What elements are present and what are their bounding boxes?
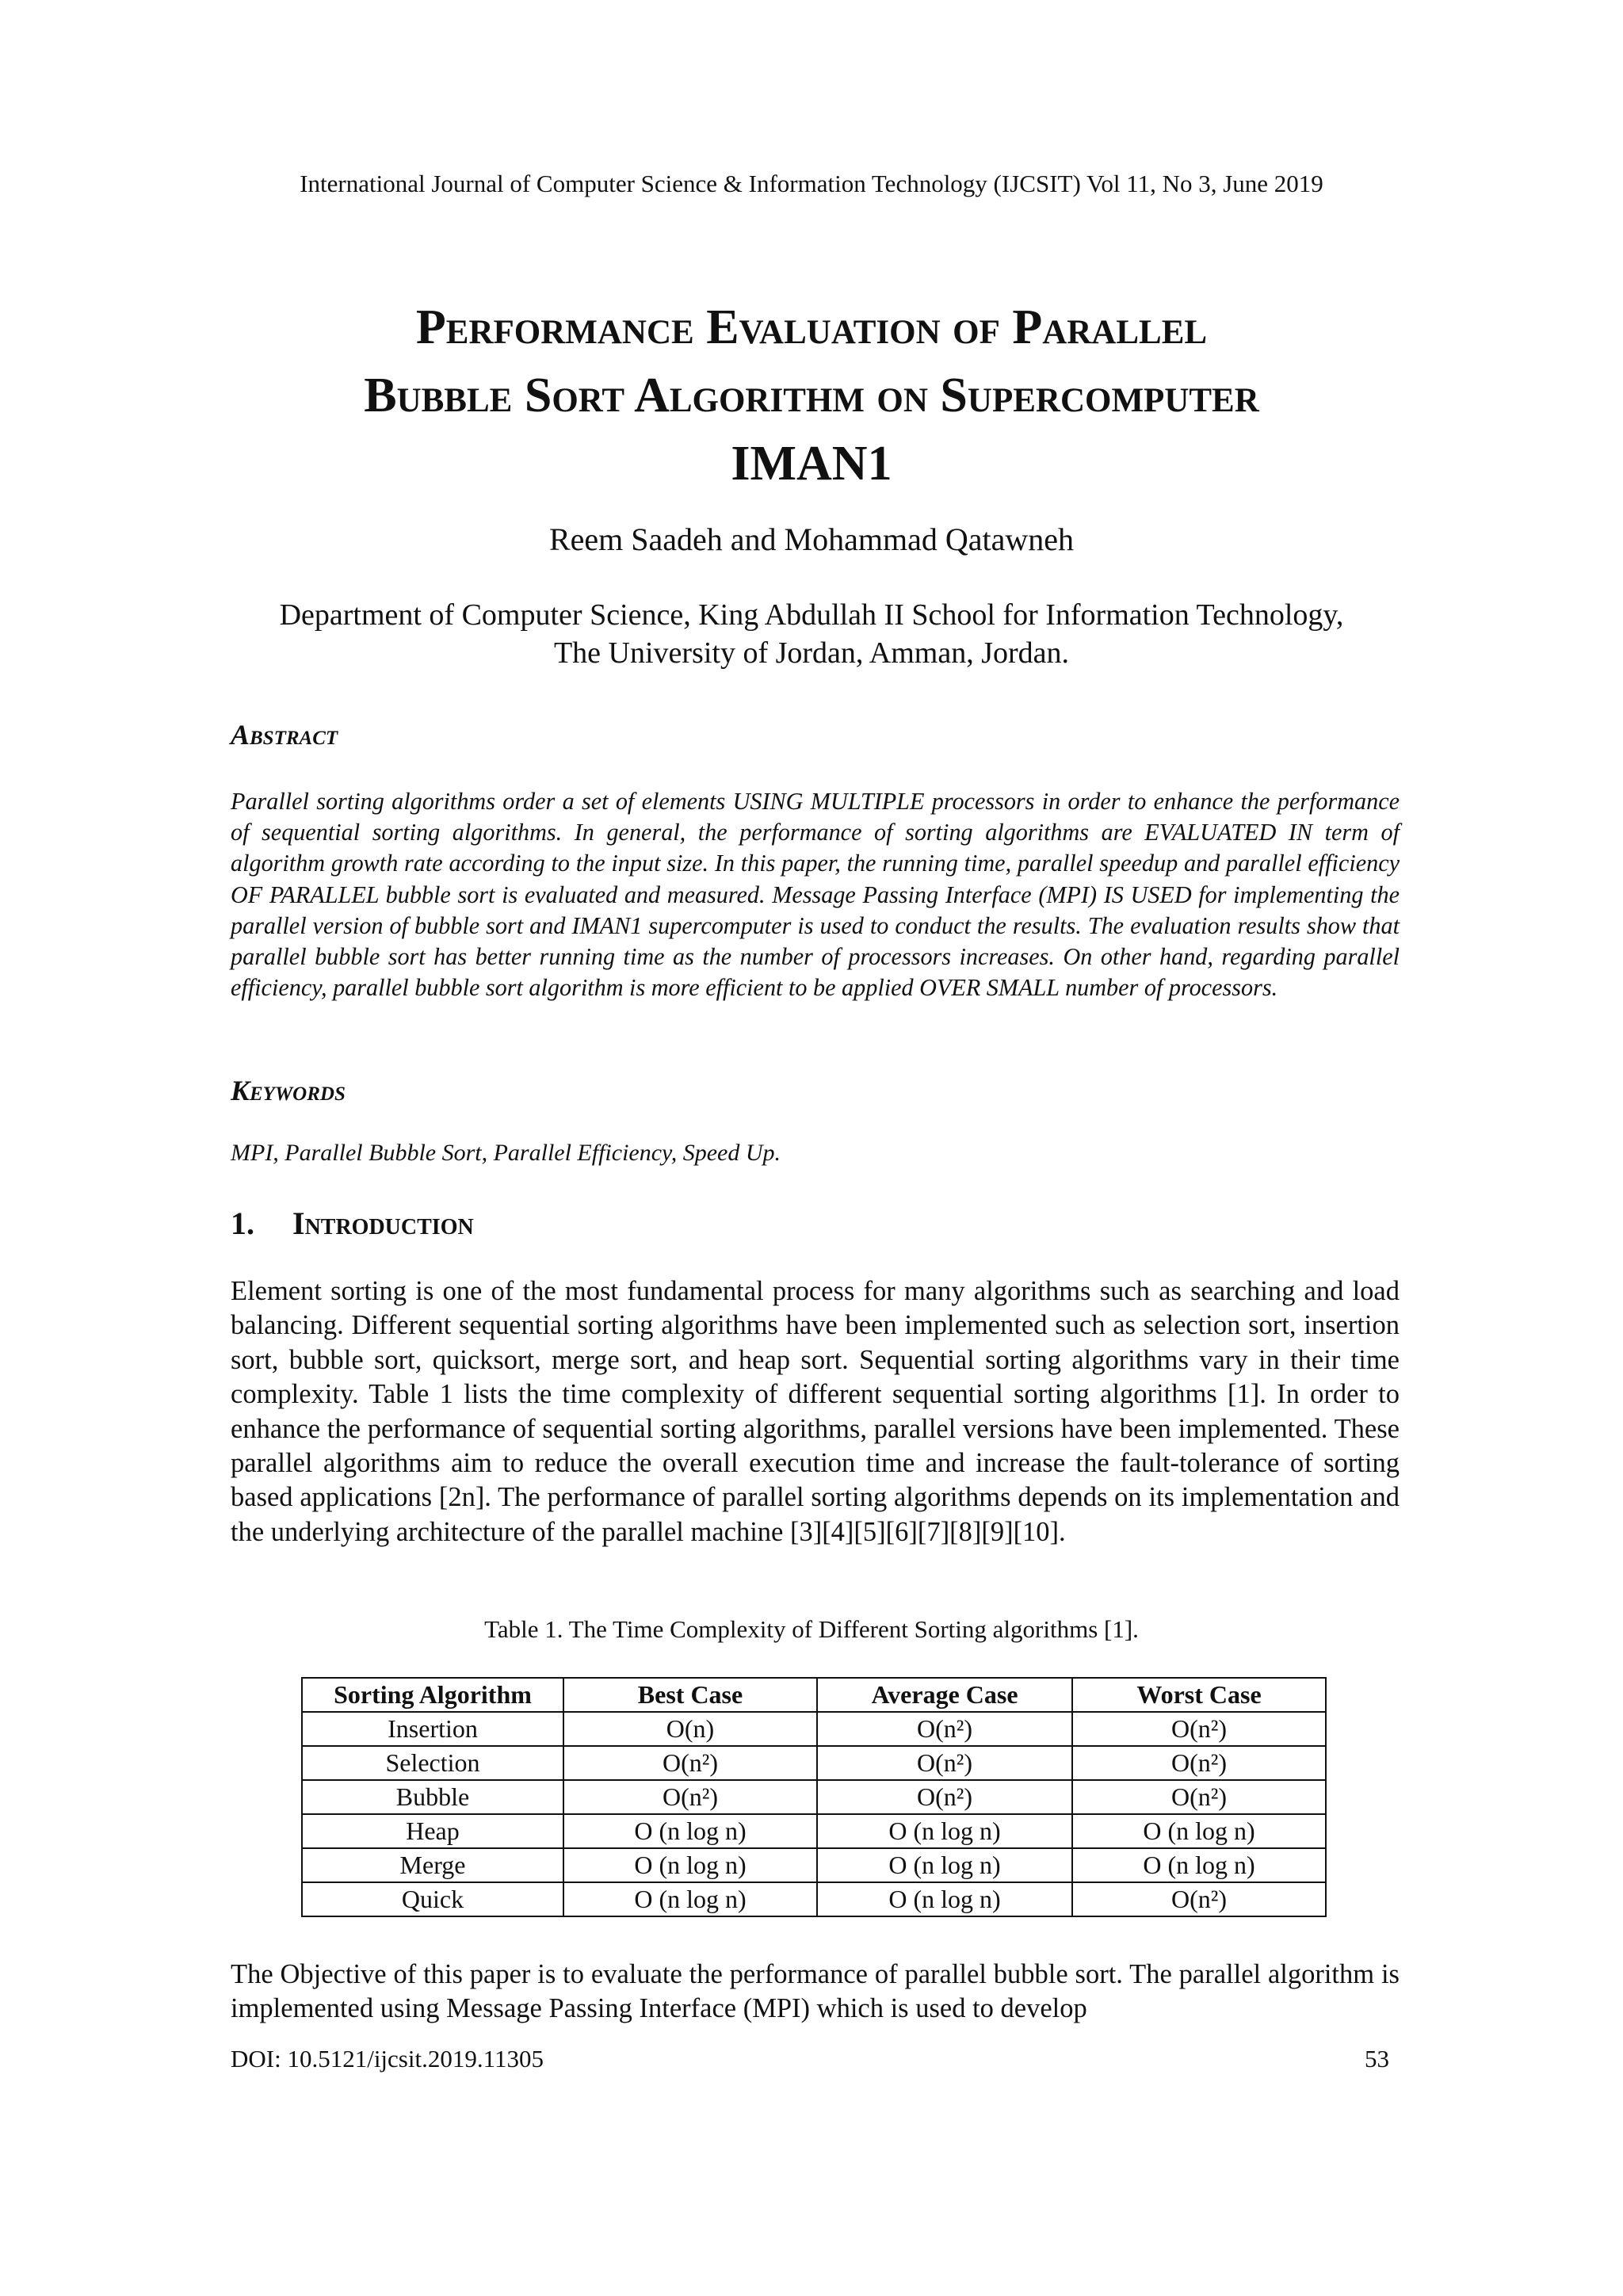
affiliation-line: Department of Computer Science, King Abdullah II School for Information Technology, bbox=[279, 598, 1344, 632]
table-row bbox=[302, 1848, 1326, 1882]
table-cell: O (n log n) bbox=[563, 1848, 817, 1882]
table-cell: O(n²) bbox=[817, 1712, 1072, 1746]
table-cell: O(n²) bbox=[1072, 1780, 1326, 1814]
title-line: Performance Evaluation of Parallel bbox=[415, 300, 1208, 354]
table-header-row bbox=[302, 1678, 1326, 1712]
table-cell: O(n²) bbox=[1072, 1882, 1326, 1916]
authors: Reem Saadeh and Mohammad Qatawneh bbox=[548, 521, 1074, 557]
abstract-text: Parallel sorting algorithms order a set of elements USING MULTIPLE processors in order to enhance the performance of sequential sorting algorithms. In general, the performance of sorting algorithms are EVALUATED IN term of algorithm growth rate according to the input size. In this paper, the running time, parallel speedup and parallel efficiency OF PARALLEL bubble sort is evaluated and measured. Message Passing Interface (MPI) IS USED for implementing the parallel version of bubble sort and IMAN1 supercomputer is used to conduct the results. The evaluation results show that parallel bubble sort has better running time as the number of processors increases. On other hand, regarding parallel efficiency, parallel bubble sort algorithm is more efficient to be applied OVER SMALL number of processors. bbox=[231, 788, 1400, 1002]
table-cell: Merge bbox=[302, 1848, 563, 1882]
table-cell: O(n²) bbox=[817, 1780, 1072, 1814]
abstract-heading: Abstract bbox=[231, 719, 338, 751]
section-heading-introduction bbox=[231, 1205, 474, 1242]
table-cell: O(n) bbox=[563, 1712, 817, 1746]
affiliation bbox=[198, 596, 1425, 672]
table-cell: O(n²) bbox=[817, 1746, 1072, 1780]
table-cell: Insertion bbox=[302, 1712, 563, 1746]
title-line: IMAN1 bbox=[731, 437, 892, 491]
intro-paragraph: Element sorting is one of the most fundamental process for many algorithms such as searching and load balancing. Different sequential sorting algorithms have been implemented such as selection sort, insertion sort, bubble sort, quicksort, merge sort, and heap sort. Sequential sorting algorithms vary in their time complexity. Table 1 lists the time complexity of different sequential sorting algorithms [1]. In order to enhance the performance of sequential sorting algorithms, parallel versions have been implemented. These parallel algorithms aim to reduce the overall execution time and increase the fault-tolerance of sorting based applications [2n]. The performance of parallel sorting algorithms depends on its implementation and the underlying architecture of the parallel machine [3][4][5][6][7][8][9][10]. bbox=[231, 1276, 1400, 1547]
complexity-table bbox=[301, 1677, 1327, 1917]
keywords-text: MPI, Parallel Bubble Sort, Parallel Efficiency, Speed Up. bbox=[231, 1140, 781, 1166]
objective-paragraph: The Objective of this paper is to evaluate the performance of parallel bubble sort. The parallel algorithm is implemented using Message Passing Interface (MPI) which is used to develop bbox=[231, 1959, 1400, 2024]
header-cell: Worst Case bbox=[1072, 1678, 1326, 1712]
table-cell: O (n log n) bbox=[817, 1882, 1072, 1916]
table-row bbox=[302, 1746, 1326, 1780]
header-cell: Average Case bbox=[817, 1678, 1072, 1712]
footer-doi: DOI: 10.5121/ijcsit.2019.11305 bbox=[231, 2045, 544, 2073]
table-cell: O(n²) bbox=[1072, 1712, 1326, 1746]
affiliation-line: The University of Jordan, Amman, Jordan. bbox=[553, 636, 1070, 670]
table-row bbox=[302, 1780, 1326, 1814]
table-caption: Table 1. The Time Complexity of Different Sorting algorithms [1]. bbox=[484, 1615, 1139, 1643]
table-cell: O (n log n) bbox=[563, 1814, 817, 1848]
title-line: Bubble Sort Algorithm on Supercomputer bbox=[364, 369, 1259, 422]
table-cell: O (n log n) bbox=[1072, 1848, 1326, 1882]
table-cell: O (n log n) bbox=[817, 1814, 1072, 1848]
running-head: International Journal of Computer Science & Information Technology (IJCSIT) Vol 11, No 3, June 2019 bbox=[300, 170, 1323, 197]
table-cell: Selection bbox=[302, 1746, 563, 1780]
section-title: Introduction bbox=[292, 1205, 474, 1241]
table-row bbox=[302, 1882, 1326, 1916]
table-cell: O (n log n) bbox=[563, 1882, 817, 1916]
table-cell: Bubble bbox=[302, 1780, 563, 1814]
page-number: 53 bbox=[1365, 2045, 1389, 2073]
table-cell: Heap bbox=[302, 1814, 563, 1848]
table-cell: O (n log n) bbox=[1072, 1814, 1326, 1848]
table-cell: O(n²) bbox=[563, 1746, 817, 1780]
table-row bbox=[302, 1814, 1326, 1848]
section-number: 1. bbox=[231, 1205, 254, 1241]
table-cell: O (n log n) bbox=[817, 1848, 1072, 1882]
table-cell: Quick bbox=[302, 1882, 563, 1916]
table-cell: O(n²) bbox=[1072, 1746, 1326, 1780]
header-cell: Best Case bbox=[563, 1678, 817, 1712]
header-cell: Sorting Algorithm bbox=[302, 1678, 563, 1712]
table-row bbox=[302, 1712, 1326, 1746]
keywords-heading: Keywords bbox=[231, 1075, 346, 1106]
table-cell: O(n²) bbox=[563, 1780, 817, 1814]
paper-title bbox=[119, 293, 1504, 498]
